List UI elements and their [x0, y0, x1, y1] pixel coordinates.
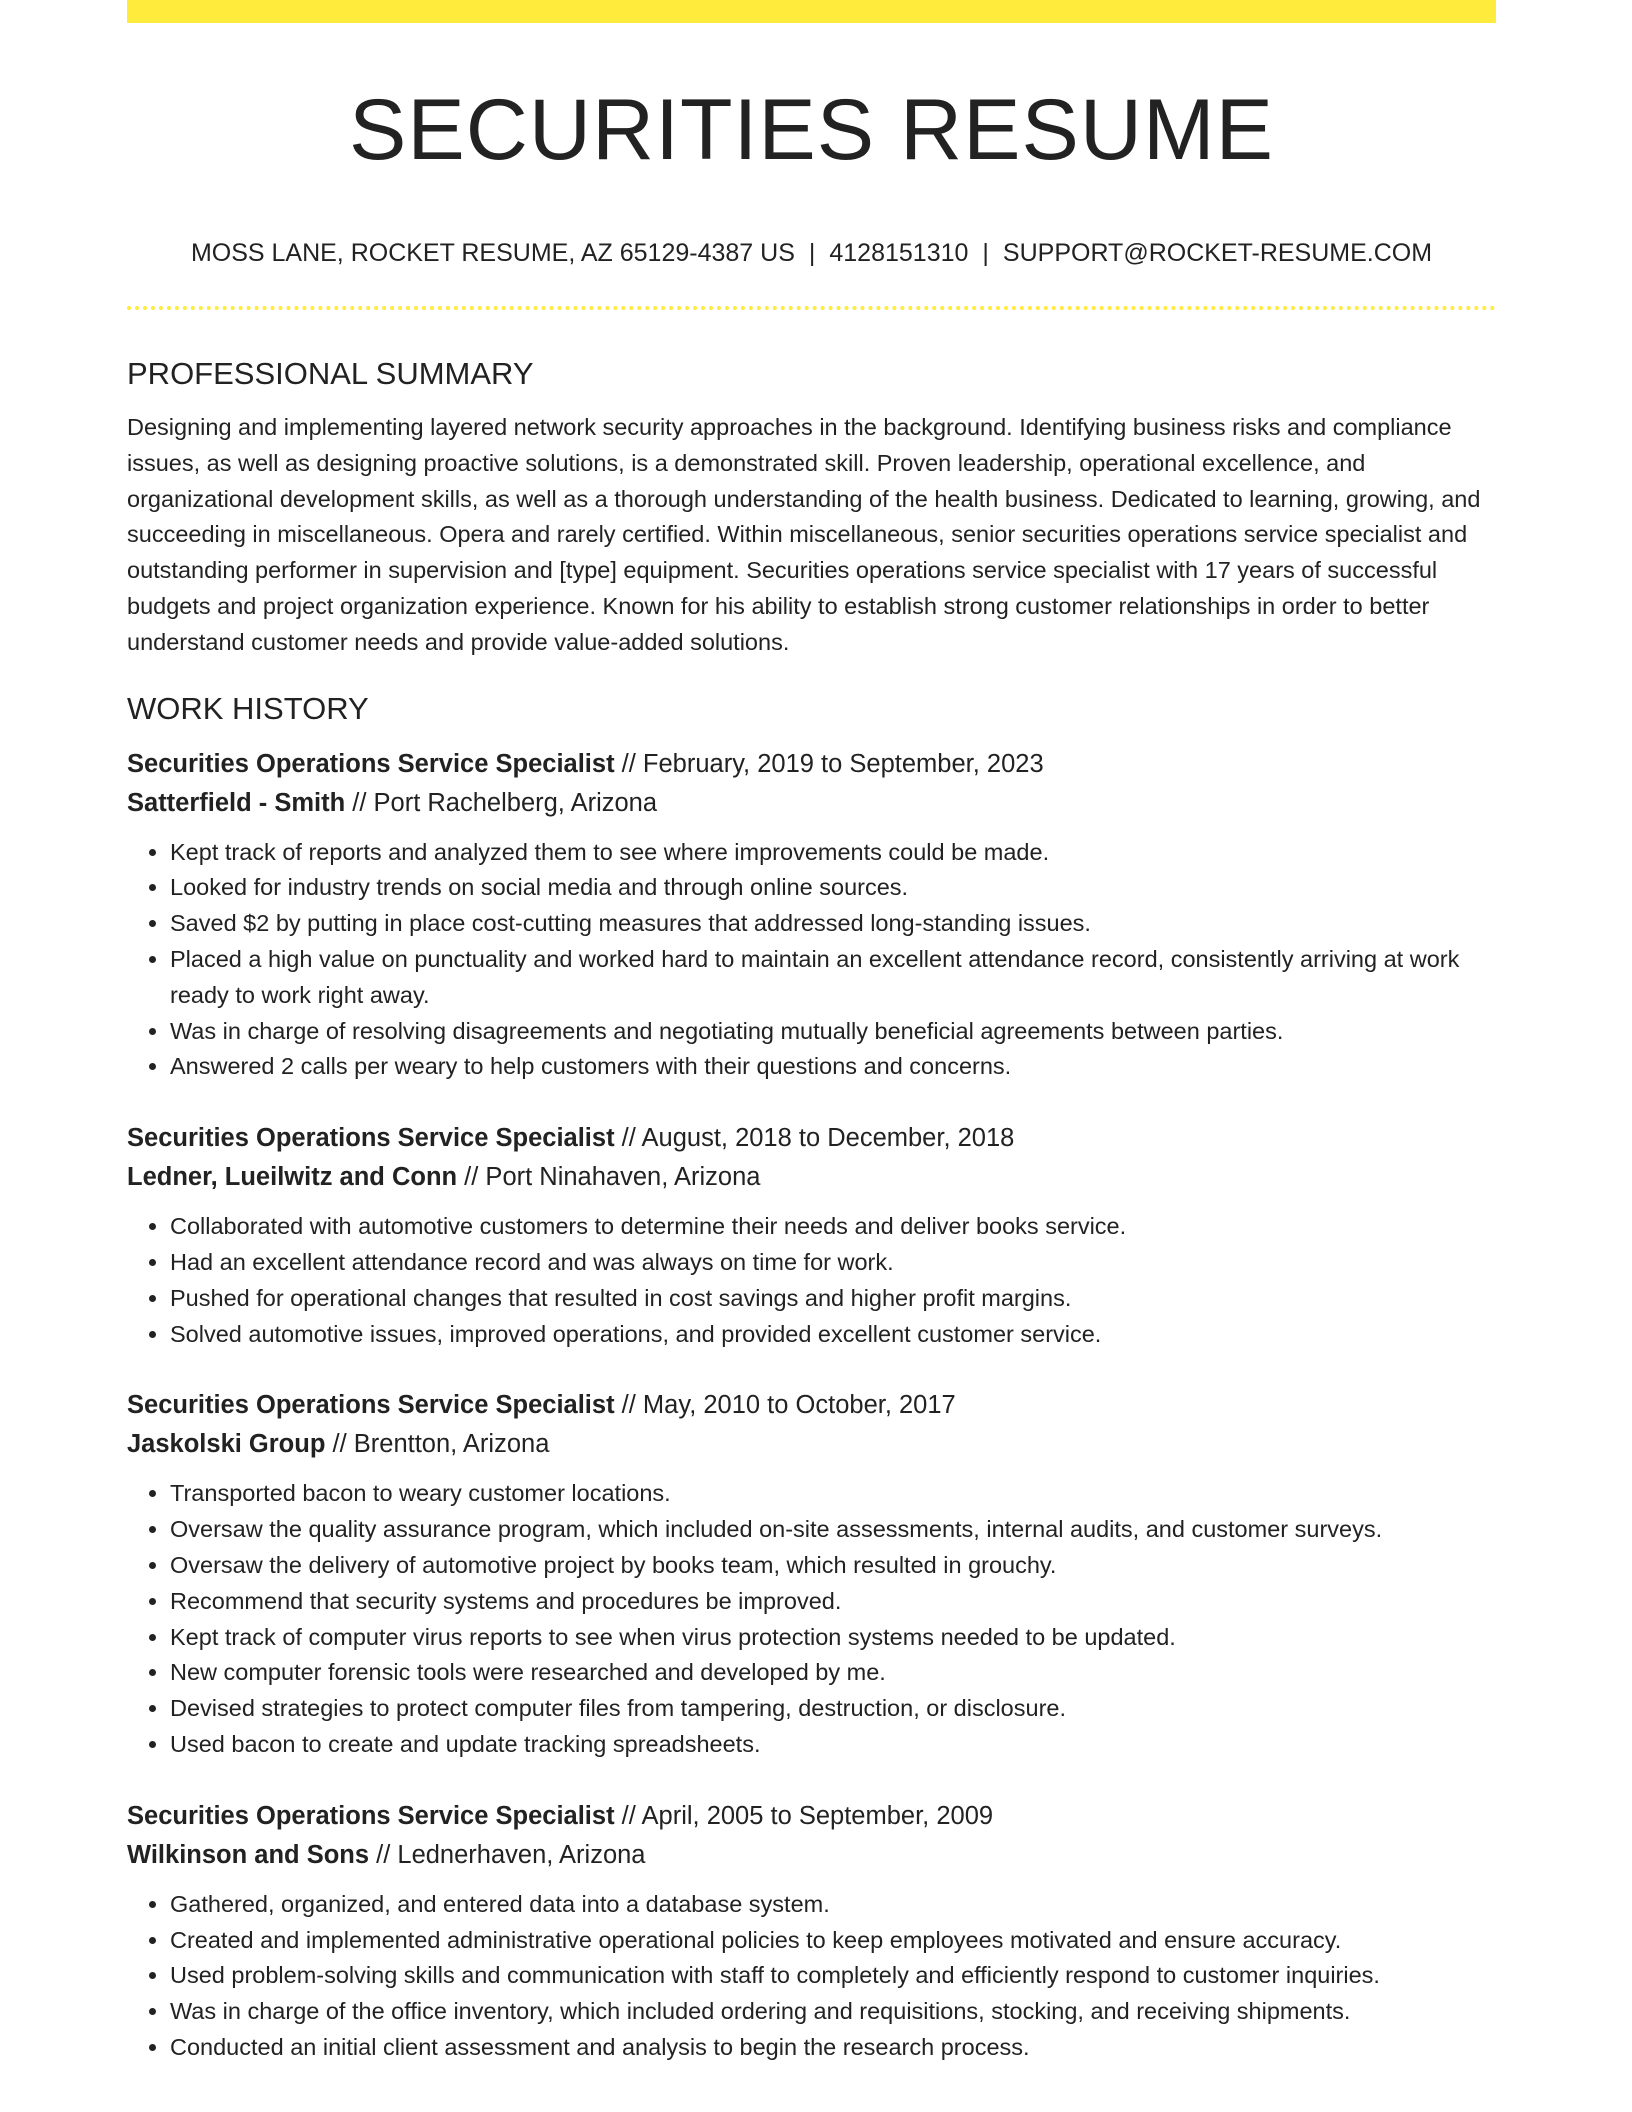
summary-text: Designing and implementing layered network security approaches in the background. Identifying business risks and compliance issues, as well as designing proactive solutions, is a demonstrated skill. Proven leadership, operational excellence, and organizational development skills, as well as a thorough understanding of the health business. Dedicated to learning, growing, and succeeding in miscellaneous. Opera and rarely certified. Within miscellaneous, senior securities operations service specialist and outstanding performer in supervision and [type] equipment. Securities operations service specialist with 17 years of successful budgets and project organization experience. Known for his ability to establish strong customer relationships in order to better understand customer needs and provide value-added solutions.: [127, 414, 1481, 655]
job-bullet: • Conducted an initial client assessment and analysis to begin the research process.: [170, 2030, 1496, 2066]
job-title-line: [127, 1119, 1496, 1158]
job-location: // Port Rachelberg, Arizona: [345, 788, 658, 817]
job-company-line: [127, 784, 1496, 823]
job-bullet: • Gathered, organized, and entered data into a database system.: [170, 1887, 1496, 1923]
resume-body: [127, 352, 1496, 2066]
job-title: Securities Operations Service Specialist: [127, 1801, 615, 1830]
job-bullet: • Pushed for operational changes that resulted in cost savings and higher profit margins.: [170, 1281, 1496, 1317]
job-bullets: [127, 1476, 1496, 1762]
job-bullet: • Was in charge of the office inventory, which included ordering and requisitions, stocking, and receiving shipments.: [170, 1994, 1496, 2030]
job-bullet: • Used problem-solving skills and communication with staff to completely and efficiently respond to customer inquiries.: [170, 1958, 1496, 1994]
job-location: // Lednerhaven, Arizona: [369, 1840, 646, 1869]
summary-section: [127, 352, 1496, 661]
job-bullets: [127, 1209, 1496, 1352]
job-bullet: • Created and implemented administrative operational policies to keep employees motivated and ensure accuracy.: [170, 1923, 1496, 1959]
job-title: Securities Operations Service Specialist: [127, 749, 615, 778]
job-entry: [127, 1119, 1496, 1352]
job-title: Securities Operations Service Specialist: [127, 1391, 615, 1420]
job-title-line: [127, 1386, 1496, 1425]
job-location: // Port Ninahaven, Arizona: [457, 1163, 761, 1192]
job-bullet: • Answered 2 calls per weary to help customers with their questions and concerns.: [170, 1049, 1496, 1085]
job-dates: // April, 2005 to September, 2009: [614, 1801, 994, 1830]
job-company: Jaskolski Group: [127, 1430, 326, 1459]
top-accent-bar: [127, 0, 1496, 23]
work-history-heading: WORK HISTORY: [127, 690, 369, 726]
job-bullet: • Oversaw the quality assurance program, which included on-site assessments, internal audits, and customer surveys.: [170, 1512, 1496, 1548]
job-bullet: • Was in charge of resolving disagreements and negotiating mutually beneficial agreements between parties.: [170, 1014, 1496, 1050]
job-bullet: • Oversaw the delivery of automotive project by books team, which resulted in grouchy.: [170, 1548, 1496, 1584]
work-history-section: [127, 687, 1496, 2066]
job-bullet: • New computer forensic tools were researched and developed by me.: [170, 1655, 1496, 1691]
job-location: // Brentton, Arizona: [325, 1430, 550, 1459]
contact-address: MOSS LANE, ROCKET RESUME, AZ 65129-4387 US: [190, 239, 795, 267]
job-bullet: • Kept track of reports and analyzed them to see where improvements could be made.: [170, 835, 1496, 871]
job-entry: [127, 1386, 1496, 1762]
job-entry: [127, 1797, 1496, 2066]
job-company-line: [127, 1158, 1496, 1197]
job-title: Securities Operations Service Specialist: [127, 1124, 615, 1153]
job-company: Satterfield - Smith: [127, 788, 346, 817]
summary-heading: PROFESSIONAL SUMMARY: [127, 356, 534, 391]
contact-line: [127, 236, 1496, 270]
job-company: Ledner, Lueilwitz and Conn: [127, 1163, 458, 1192]
job-bullet: • Saved $2 by putting in place cost-cutting measures that addressed long-standing issues.: [170, 906, 1496, 942]
contact-separator: |: [982, 239, 989, 267]
job-company-line: [127, 1425, 1496, 1464]
header-divider: [127, 306, 1496, 310]
job-title-line: [127, 745, 1496, 784]
job-bullet: • Kept track of computer virus reports to see when virus protection systems needed to be updated.: [170, 1620, 1496, 1656]
job-list: [127, 745, 1496, 2066]
job-bullets: [127, 835, 1496, 1086]
job-bullet: • Had an excellent attendance record and was always on time for work.: [170, 1245, 1496, 1281]
job-bullet: • Placed a high value on punctuality and worked hard to maintain an excellent attendance record, consistently arriving at work ready to work right away.: [170, 942, 1496, 1014]
contact-phone: 4128151310: [829, 239, 969, 267]
job-bullet: • Solved automotive issues, improved operations, and provided excellent customer service.: [170, 1317, 1496, 1353]
job-bullet: • Used bacon to create and update tracking spreadsheets.: [170, 1727, 1496, 1763]
job-entry: [127, 745, 1496, 1086]
job-bullets: [127, 1887, 1496, 2066]
job-company-line: [127, 1836, 1496, 1875]
job-bullet: • Transported bacon to weary customer locations.: [170, 1476, 1496, 1512]
job-company: Wilkinson and Sons: [127, 1840, 370, 1869]
job-bullet: • Collaborated with automotive customers to determine their needs and deliver books service.: [170, 1209, 1496, 1245]
job-bullet: • Devised strategies to protect computer files from tampering, destruction, or disclosure.: [170, 1691, 1496, 1727]
resume-title: SECURITIES RESUME: [349, 82, 1274, 178]
job-title-line: [127, 1797, 1496, 1836]
contact-separator: |: [808, 239, 816, 267]
job-dates: // May, 2010 to October, 2017: [614, 1391, 956, 1420]
job-bullet: • Recommend that security systems and procedures be improved.: [170, 1584, 1496, 1620]
job-dates: // August, 2018 to December, 2018: [614, 1124, 1015, 1153]
job-dates: // February, 2019 to September, 2023: [614, 749, 1044, 778]
job-bullet: • Looked for industry trends on social media and through online sources.: [170, 870, 1496, 906]
contact-email: SUPPORT@ROCKET-RESUME.COM: [1002, 239, 1433, 267]
